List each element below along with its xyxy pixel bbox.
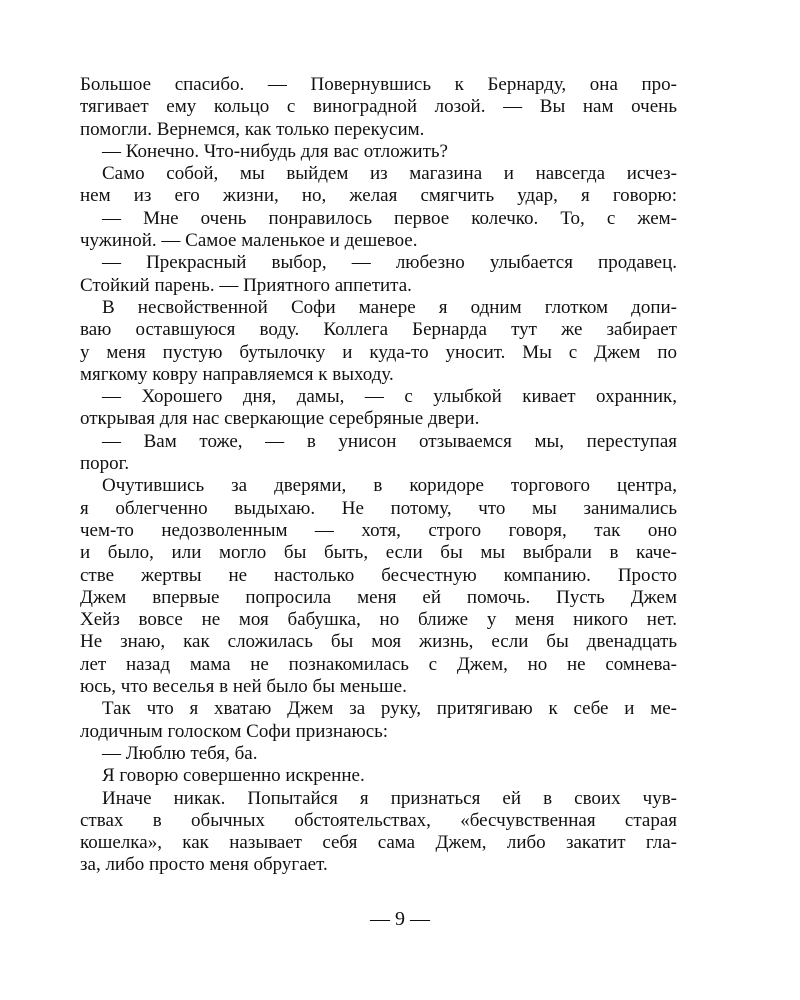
text-line: — Вам тоже, — в унисон отзываемся мы, переступая xyxy=(102,430,677,452)
text-line: порог. xyxy=(80,453,130,475)
text-line: и было, или могло бы быть, если бы мы выбрали в каче- xyxy=(80,542,677,564)
text-line: — Прекрасный выбор, — любезно улыбается продавец. xyxy=(102,252,677,274)
text-line: Джем впервые попросила меня ей помочь. Пусть Джем xyxy=(80,586,677,608)
text-line: — Люблю тебя, ба. xyxy=(102,742,258,764)
text-line: стве жертвы не настолько бесчестную компанию. Просто xyxy=(80,564,677,586)
text-line: тягивает ему кольцо с виноградной лозой. — Вы нам очень xyxy=(80,96,677,118)
text-line: ствах в обычных обстоятельствах, «бесчувственная старая xyxy=(80,809,677,831)
text-line: — Хорошего дня, дамы, — с улыбкой кивает охранник, xyxy=(102,386,677,408)
text-line: Стойкий парень. — Приятного аппетита. xyxy=(80,274,412,296)
text-line: юсь, что веселья в ней было бы меньше. xyxy=(80,676,407,698)
text-line: кошелка», как называет себя сама Джем, либо закатит гла- xyxy=(80,832,677,854)
text-line: — Мне очень понравилось первое колечко. То, с жем- xyxy=(102,207,677,229)
text-line: ваю оставшуюся воду. Коллега Бернарда тут же забирает xyxy=(80,319,677,341)
text-line: лет назад мама не познакомилась с Джем, но не сомнева- xyxy=(80,653,677,675)
book-page-text xyxy=(80,74,677,877)
text-line: чем-то недозволенным — хотя, строго говоря, так оно xyxy=(80,519,677,541)
text-line: у меня пустую бутылочку и куда-то уносит. Мы с Джем по xyxy=(80,341,677,363)
text-line: — Конечно. Что-нибудь для вас отложить? xyxy=(102,140,448,162)
text-line: лодичным голоском Софи признаюсь: xyxy=(80,720,389,742)
text-line: я облегченно выдыхаю. Не потому, что мы занимались xyxy=(80,497,677,519)
text-line: В несвойственной Софи манере я одним глотком допи- xyxy=(102,296,677,318)
text-line: за, либо просто меня обругает. xyxy=(80,854,328,876)
text-line: Не знаю, как сложилась бы моя жизнь, если бы двенадцать xyxy=(80,631,677,653)
text-line: Само собой, мы выйдем из магазина и навсегда исчез- xyxy=(102,163,677,185)
text-line: открывая для нас сверкающие серебряные двери. xyxy=(80,408,480,430)
page-number: — 9 — xyxy=(370,908,430,930)
text-line: нем из его жизни, но, желая смягчить удар, я говорю: xyxy=(80,185,677,207)
text-line: Большое спасибо. — Повернувшись к Бернарду, она про- xyxy=(80,74,677,95)
text-line: Я говорю совершенно искренне. xyxy=(102,765,365,787)
text-line: Так что я хватаю Джем за руку, притягиваю к себе и ме- xyxy=(102,698,677,720)
text-line: мягкому ковру направляемся к выходу. xyxy=(80,363,394,385)
text-line: чужиной. — Самое маленькое и дешевое. xyxy=(80,230,418,252)
text-line: Очутившись за дверями, в коридоре торгового центра, xyxy=(102,475,677,497)
text-line: помогли. Вернемся, как только перекусим. xyxy=(80,118,425,140)
text-line: Иначе никак. Попытайся я признаться ей в своих чув- xyxy=(102,787,677,809)
text-line: Хейз вовсе не моя бабушка, но ближе у меня никого нет. xyxy=(80,609,677,631)
